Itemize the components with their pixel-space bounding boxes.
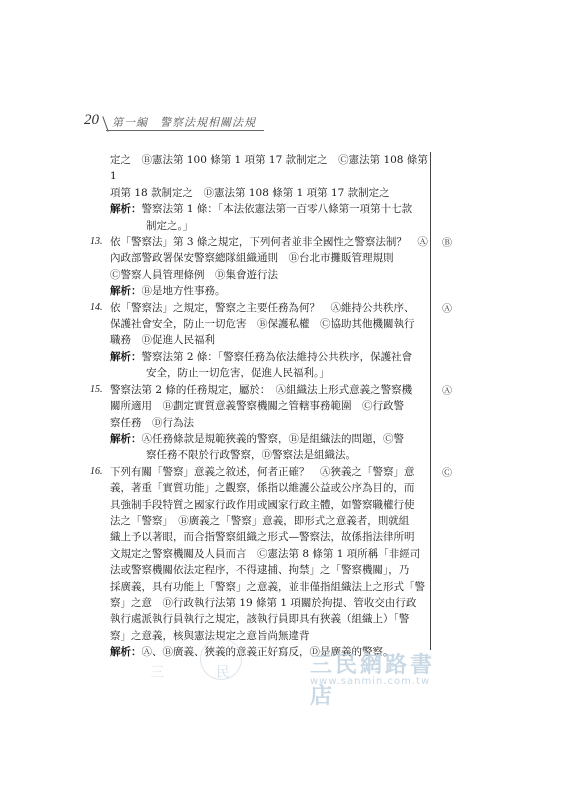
text-line: 執行處派執行員執行之規定，該執行員即具有狹義（組織上）「警 [110,613,410,626]
text-line: 依「警察法」第 3 條之規定，下列何者並非全國性之警察法制？ Ⓐ [110,236,428,249]
text-line: 職務 Ⓓ促進人民福利 [110,334,215,347]
header-rule [106,130,264,131]
text-line: 定之 Ⓑ憲法第 100 條第 1 項第 17 款制定之 Ⓒ憲法第 108 條第 1 [110,154,428,183]
explanation-label: 解析： [110,203,142,216]
question-number: 13. [90,236,103,248]
text-line: 採廣義，具有功能上「警察」之意義，並非僅指組織法上之形式「警 [110,580,425,593]
text-line: 察任務 Ⓓ行為法 [110,416,194,429]
explanation-text: 制定之。」 [146,219,194,232]
question-15 [90,382,428,464]
explanation-text: Ⓑ是地方性事務。 [141,285,226,298]
explanation [110,431,428,447]
explanation [110,201,428,217]
explanation-text: 警察法第 2 條：「警察任務為依法維持公共秩序，保護社會 [141,350,413,363]
question-16 [90,464,428,661]
question-number: 16. [90,465,103,477]
text-line: 下列有關「警察」意義之敘述，何者正確？ Ⓐ狹義之「警察」意 [110,465,415,478]
text-line: 具強制手段特質之國家行政作用或國家行政主體，如警察職權行使 [110,498,415,511]
explanation-text: 警察法第 1 條：「本法依憲法第一百零八條第一項第十七款 [141,203,413,216]
text-line: 察」之意義，核與憲法規定之意旨尚無違背 [110,629,310,642]
page-content [90,152,428,661]
question-number: 14. [90,301,103,313]
explanation-text: 安全，防止一切危害，促進人民福利。」 [146,367,330,380]
text-line: 內政部警政署保安警察總隊組織通則 Ⓑ台北市攤販管理規則 [110,252,394,265]
text-line: Ⓒ警察人員管理條例 Ⓓ集會遊行法 [110,268,278,281]
explanation-label: 解析： [110,350,142,363]
explanation [110,283,428,299]
text-line: 項第 18 款制定之 Ⓓ憲法第 108 條第 1 項第 17 款制定之 [110,186,390,199]
page-number: 20 [84,112,99,128]
explanation-label: 解析： [110,285,142,298]
text-line: 文規定之警察機關及人員而言 Ⓒ憲法第 8 條第 1 項所稱「非經司 [110,547,421,560]
question-14 [90,300,428,382]
publisher-watermark [150,648,450,709]
explanation-text: Ⓐ任務條款是規範狹義的警察，Ⓑ是組織法的問題，Ⓒ警 [141,432,404,445]
explanation-text: 察任務不限於行政警察，Ⓓ警察法是組織法。 [146,449,356,462]
page-header [84,112,264,134]
answer-16: Ⓒ [442,467,452,479]
explanation [110,349,428,365]
continued-question [110,152,428,234]
watermark-char: 民 [216,665,230,681]
text-line: 察」之意 Ⓓ行政執行法第 19 條第 1 項關於拘提、管收交由行政 [110,596,417,609]
running-title: 第一編 警察法規相關法規 [112,116,256,129]
question-number: 15. [90,383,103,395]
explanation-label: 解析： [110,646,142,659]
text-line: 依「警察法」之規定，警察之主要任務為何？ Ⓐ維持公共秩序、 [110,301,415,314]
text-line: 關所適用 Ⓑ劃定實質意義警察機關之管轄事務範圍 Ⓒ行政警 [110,400,404,413]
explanation-label: 解析： [110,432,142,445]
answer-14: Ⓐ [442,303,452,315]
answer-13: Ⓑ [442,238,452,250]
text-line: 保護社會安全，防止一切危害 Ⓑ保護私權 Ⓒ協助其他機關執行 [110,318,415,331]
text-line: 織上予以著眼，而合指警察組織之形式—警察法，故係指法律所明 [110,531,415,544]
question-13 [90,234,428,300]
watermark-url: www.sanmin.com.tw [310,676,431,687]
text-line: 義，著重「實質功能」之觀察，係指以維護公益或公序為目的，而 [110,482,415,495]
watermark-brand: 三民網路書店 [310,652,436,709]
text-line: 法或警察機關依法定程序，不得逮捕、拘禁」之「警察機關」，乃 [110,564,410,577]
answer-15: Ⓐ [442,385,452,397]
explanation-text: Ⓐ、Ⓑ廣義、狹義的意義正好寫反，Ⓓ是廣義的警察。 [141,646,394,659]
text-line: 警察法第 2 條的任務規定，屬於： Ⓐ組織法上形式意義之警察機 [110,383,413,396]
watermark-char: 三 [150,665,164,681]
text-line: 法之「警察」 Ⓑ廣義之「警察」意義，即形式之意義者，則就組 [110,514,410,527]
answer-column-divider [430,152,431,650]
